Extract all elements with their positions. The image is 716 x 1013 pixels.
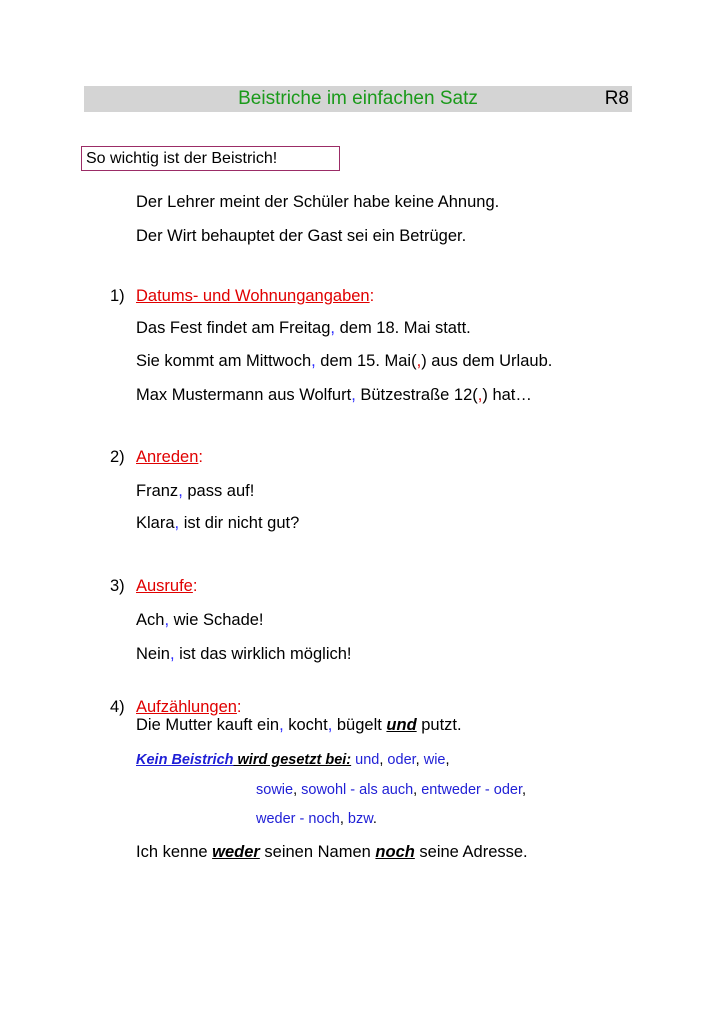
text: Nein xyxy=(136,645,170,663)
section-2-heading-text: Anreden xyxy=(136,448,199,466)
section-1-example-2 xyxy=(136,351,552,371)
comma: , xyxy=(169,645,175,663)
text: wie Schade! xyxy=(169,611,264,629)
section-2-example-1 xyxy=(136,481,254,501)
comma: , xyxy=(351,386,356,404)
text: Bützestraße 12( xyxy=(355,386,478,404)
section-4-example-1 xyxy=(136,715,462,735)
note-word: sowie xyxy=(256,782,294,798)
text: Max Mustermann aus Wolfurt xyxy=(136,386,352,404)
comma: , xyxy=(279,716,284,734)
note-word: sowohl - als auch xyxy=(297,782,414,798)
section-2-heading xyxy=(136,447,203,467)
section-4-heading xyxy=(136,697,242,717)
text: Franz xyxy=(136,482,179,500)
section-1-number: 1) xyxy=(110,287,125,305)
optional-comma: , xyxy=(477,386,483,404)
note-word: entweder - oder xyxy=(417,782,522,798)
comma: , xyxy=(415,752,420,768)
section-2-number: 2) xyxy=(110,448,125,466)
text: Das Fest findet am Freitag xyxy=(136,319,331,337)
title-bar xyxy=(84,86,632,112)
emphasis-und: und xyxy=(386,716,417,734)
period: . xyxy=(372,811,377,827)
section-3-number: 3) xyxy=(110,577,125,595)
text: ) hat… xyxy=(482,386,532,404)
note-word: bzw xyxy=(343,811,373,827)
comma: , xyxy=(379,752,384,768)
section-1-heading-colon: : xyxy=(369,287,375,305)
note-line-3 xyxy=(256,810,377,828)
section-1-heading-text: Datums- und Wohnungangaben xyxy=(136,287,370,305)
comma: , xyxy=(164,611,170,629)
intro-line-2: Der Wirt behauptet der Gast sei ein Betrüger. xyxy=(136,227,467,245)
text: seine Adresse. xyxy=(414,843,528,861)
text: ) aus dem Urlaub. xyxy=(421,352,553,370)
section-1-example-1 xyxy=(136,318,471,338)
page-title: Beistriche im einfachen Satz xyxy=(238,88,478,109)
text: pass auf! xyxy=(182,482,255,500)
text: Ach xyxy=(136,611,165,629)
intro-box: So wichtig ist der Beistrich! xyxy=(81,146,340,171)
section-3-example-1 xyxy=(136,610,264,630)
section-2-example-2 xyxy=(136,513,299,533)
section-3-heading xyxy=(136,576,197,596)
text: ist das wirklich möglich! xyxy=(174,645,352,663)
section-3-example-2 xyxy=(136,644,352,664)
comma: , xyxy=(311,352,316,370)
section-2-heading-colon: : xyxy=(198,448,203,466)
note-line-1 xyxy=(136,751,450,769)
comma: , xyxy=(330,319,336,337)
comma: , xyxy=(339,811,344,827)
text: Sie kommt am Mittwoch xyxy=(136,352,312,370)
note-kein-beistrich: Kein Beistrich xyxy=(136,752,234,768)
comma: , xyxy=(327,716,333,734)
text: ist dir nicht gut? xyxy=(179,514,300,532)
text: kocht xyxy=(283,716,328,734)
text: dem 18. Mai statt. xyxy=(335,319,471,337)
section-4-example-2 xyxy=(136,842,528,862)
section-1-heading xyxy=(136,286,374,306)
text: Die Mutter kauft ein xyxy=(136,716,280,734)
section-3-heading-text: Ausrufe xyxy=(136,577,193,595)
optional-comma: , xyxy=(416,352,422,370)
text: dem 15. Mai( xyxy=(315,352,417,370)
emphasis-weder: weder xyxy=(212,843,260,861)
comma: , xyxy=(174,514,180,532)
comma: , xyxy=(178,482,183,500)
section-1-example-3 xyxy=(136,385,532,405)
worksheet-code: R8 xyxy=(604,88,629,109)
note-wird-gesetzt: wird gesetzt bei: xyxy=(233,752,352,768)
text: seinen Namen xyxy=(259,843,376,861)
intro-line-1: Der Lehrer meint der Schüler habe keine Ahnung. xyxy=(136,193,500,211)
note-word: und xyxy=(351,752,380,768)
text: bügelt xyxy=(332,716,387,734)
comma: , xyxy=(293,782,298,798)
section-4-heading-colon: : xyxy=(236,698,242,716)
section-3-heading-colon: : xyxy=(192,577,198,595)
section-4-heading-text: Aufzählungen xyxy=(136,698,237,716)
comma: , xyxy=(413,782,418,798)
text: putzt. xyxy=(416,716,462,734)
text: Ich kenne xyxy=(136,843,213,861)
note-word: wie xyxy=(419,752,446,768)
note-word: weder - noch xyxy=(256,811,340,827)
note-line-2 xyxy=(256,781,526,799)
note-word: oder xyxy=(383,752,416,768)
comma: , xyxy=(522,782,527,798)
emphasis-noch: noch xyxy=(375,843,415,861)
text: Klara xyxy=(136,514,175,532)
comma: , xyxy=(445,752,450,768)
section-4-number: 4) xyxy=(110,698,125,716)
